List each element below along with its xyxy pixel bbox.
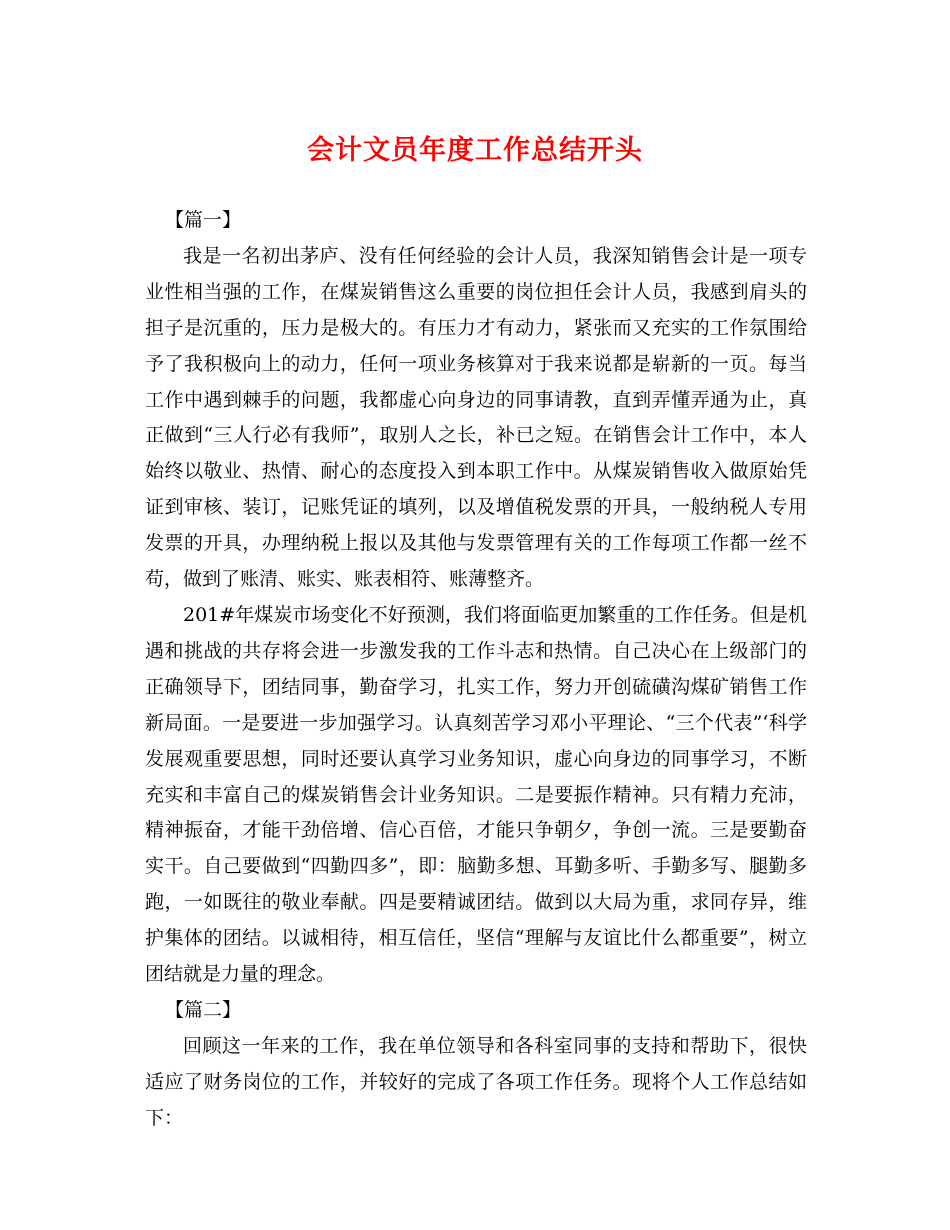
paragraph-3: 回顾这一年来的工作，我在单位领导和各科室同事的支持和帮助下，很快适应了财务岗位的工作，并较好的完成了各项工作任务。现将个人工作总结如下： [145,1034,807,1129]
section-label-1: 【篇一】 [165,209,242,231]
section-label-2: 【篇二】 [165,998,242,1021]
paragraph-1: 我是一名初出茅庐、没有任何经验的会计人员，我深知销售会计是一项专业性相当强的工作，在煤炭销售这么重要的岗位担任会计人员，我感到肩头的担子是沉重的，压力是极大的。有压力才有动力，紧张而又充实的工作氛围给予了我积极向上的动力，任何一项业务核算对于我来说都是崭新的一页。每当工作中遇到棘手的问题，我都虚心向身边的同事请教，直到弄懂弄通为止，真正做到“三人行必有我师”，取别人之长，补已之短。在销售会计工作中，本人始终以敬业、热情、耐心的态度投入到本职工作中。从煤炭销售收入做原始凭证到审核、装订，记账凭证的填列，以及增值税发票的开具，一般纳税人专用发票的开具，办理纳税上报以及其他与发票管理有关的工作每项工作都一丝不苟，做到了账清、账实、账表相符、账薄整齐。 [145,244,807,591]
paragraph-2: 201#年煤炭市场变化不好预测，我们将面临更加繁重的工作任务。但是机遇和挑战的共存将会进一步激发我的工作斗志和热情。自己决心在上级部门的正确领导下，团结同事，勤奋学习，扎实工作，努力开创硫磺沟煤矿销售工作新局面。一是要进一步加强学习。认真刻苦学习邓小平理论、“三个代表”‘科学发展观重要思想，同时还要认真学习业务知识，虚心向身边的同事学习，不断充实和丰富自己的煤炭销售会计业务知识。二是要振作精神。只有精力充沛，精神振奋，才能干劲倍增、信心百倍，才能只争朝夕，争创一流。三是要勤奋实干。自己要做到“四勤四多”，即：脑勤多想、耳勤多听、手勤多写、腿勤多跑，一如既往的敬业奉献。四是要精诚团结。做到以大局为重，求同存异，维护集体的团结。以诚相待，相互信任，坚信“理解与友谊比什么都重要”，树立团结就是力量的理念。 [145,603,807,986]
document-title: 会计文员年度工作总结开头 [307,135,643,166]
document-body [145,203,807,1137]
